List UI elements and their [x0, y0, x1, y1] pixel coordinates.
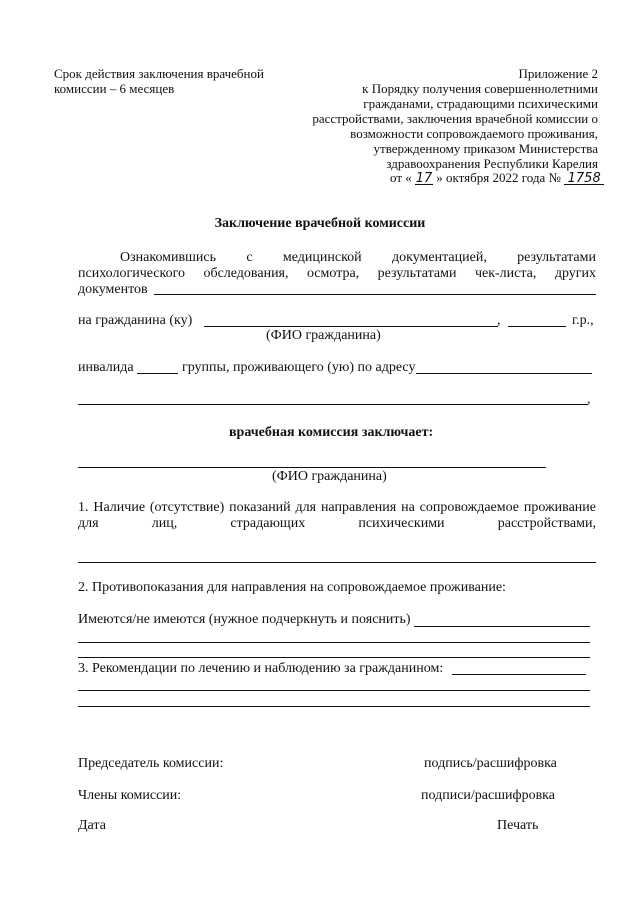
citizen-comma: ,	[497, 313, 501, 328]
conclusion-name-field-line[interactable]	[78, 467, 546, 468]
appendix-line-3: расстройствами, заключения врачебной комиссии о	[312, 111, 598, 126]
chairman-label: Председатель комиссии:	[78, 756, 224, 771]
intro-line-2: психологического обследования, осмотра, результатами чек-листа, других	[78, 266, 596, 281]
item2-text: 2. Противопоказания для направления на сопровождаемое проживание:	[78, 580, 506, 595]
order-number: 1758	[567, 171, 601, 186]
item3-field-line-3[interactable]	[78, 706, 590, 707]
order-date-line	[390, 170, 604, 186]
validity-line-2: комиссии – 6 месяцев	[54, 81, 175, 96]
citizen-label: на гражданина (ку)	[78, 313, 193, 328]
citizen-caption: (ФИО гражданина)	[266, 328, 381, 343]
appendix-title: Приложение 2	[518, 66, 598, 81]
item2-field-line-3[interactable]	[78, 657, 590, 658]
appendix-line-1: к Порядку получения совершеннолетними	[362, 81, 598, 96]
intro-line-3: документов	[78, 282, 148, 297]
members-signature-label: подписи/расшифровка	[421, 788, 555, 803]
item2-sub-text: Имеются/не имеются (нужное подчеркнуть и пояснить)	[78, 612, 411, 627]
item1-line-2: для лиц, страдающих психическими расстройствами,	[78, 516, 596, 531]
order-date-prefix: от «	[390, 170, 412, 185]
appendix-line-2: гражданами, страдающими психическими	[363, 96, 598, 111]
item2-field-line-1[interactable]	[414, 626, 590, 627]
appendix-line-5: утвержденному приказом Министерства	[373, 141, 598, 156]
address-label: группы, проживающего (ую) по адресу	[182, 360, 416, 375]
item2-field-line-2[interactable]	[78, 642, 590, 643]
birth-year-label: г.р.,	[572, 313, 594, 328]
order-date-middle: » октября 2022 года №	[436, 170, 561, 185]
intro-line-1: Ознакомившись с медицинской документацией, результатами	[120, 250, 596, 265]
item1-line-1: 1. Наличие (отсутствие) показаний для направления на сопровождаемое проживание	[78, 500, 596, 515]
disability-label: инвалида	[78, 360, 134, 375]
citizen-name-field-line[interactable]	[204, 326, 498, 327]
documents-field-line[interactable]	[154, 294, 596, 295]
address-field-line-1[interactable]	[416, 373, 592, 374]
validity-line-1: Срок действия заключения врачебной	[54, 66, 264, 81]
stamp-label: Печать	[497, 818, 539, 833]
item3-field-line-1[interactable]	[452, 674, 586, 675]
address-comma: ,	[587, 392, 591, 407]
appendix-line-6: здравоохранения Республики Карелия	[386, 156, 598, 171]
document-title: Заключение врачебной комиссии	[214, 216, 426, 231]
disability-group-field-line[interactable]	[137, 373, 178, 374]
item3-field-line-2[interactable]	[78, 690, 590, 691]
item1-field-line[interactable]	[78, 562, 596, 563]
members-label: Члены комиссии:	[78, 788, 182, 803]
appendix-line-4: возможности сопровождаемого проживания,	[350, 126, 598, 141]
chairman-signature-label: подпись/расшифровка	[424, 756, 557, 771]
date-label: Дата	[78, 818, 106, 833]
commission-concludes-heading: врачебная комиссия заключает:	[229, 425, 434, 440]
order-day: 17	[415, 171, 433, 186]
conclusion-name-caption: (ФИО гражданина)	[272, 469, 387, 484]
item3-text: 3. Рекомендации по лечению и наблюдению за гражданином:	[78, 661, 444, 676]
address-field-line-2[interactable]	[78, 404, 588, 405]
birth-year-field-line[interactable]	[508, 326, 566, 327]
